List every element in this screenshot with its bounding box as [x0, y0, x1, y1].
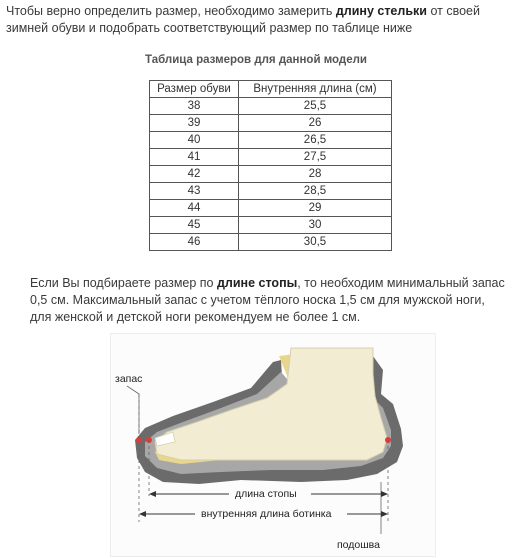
shoe-size-cell: 41: [150, 149, 239, 166]
boot-diagram-svg: [111, 334, 435, 556]
table-row: [150, 234, 392, 251]
shoe-size-cell: 46: [150, 234, 239, 251]
header-shoe-size: Размер обуви: [150, 81, 239, 98]
shoe-size-cell: 40: [150, 132, 239, 149]
table-row: [150, 115, 392, 132]
margin-pointer: [127, 386, 139, 434]
foot-length-label: длина стопы: [235, 488, 297, 500]
inner-length-cell: 28: [239, 166, 392, 183]
margin-label: запас: [115, 373, 143, 385]
advice-text-end: , то необходим минимальный запас 0,5 см. Максимальный запас с учетом тёплого носка 1,5 см для мужской ноги, для женской и детской ноги рекомендуем не более 1 см.: [30, 276, 505, 324]
size-table: [149, 80, 392, 251]
intro-text-end: от своей зимней обуви и подобрать соответствующий размер по таблице ниже: [6, 4, 480, 35]
table-row: [150, 98, 392, 115]
foot-length-arrowhead-left: [149, 491, 156, 497]
advice-text-bold: длине стопы: [216, 276, 298, 290]
table-row: [150, 217, 392, 234]
inner-length-cell: 26: [239, 115, 392, 132]
table-row: [150, 132, 392, 149]
header-inner-length: Внутренняя длина (см): [239, 81, 392, 98]
shoe-size-cell: 39: [150, 115, 239, 132]
shoe-size-cell: 44: [150, 200, 239, 217]
shoe-size-cell: 45: [150, 217, 239, 234]
table-row: [150, 183, 392, 200]
inner-length-arrowhead-right: [381, 511, 388, 517]
shoe-size-cell: 42: [150, 166, 239, 183]
table-row: [150, 166, 392, 183]
inner-length-arrowhead-left: [139, 511, 146, 517]
intro-text-start: Чтобы верно определить размер, необходимо замерить: [6, 4, 336, 18]
intro-text-bold: длину стельки: [335, 4, 427, 18]
foot-length-arrowhead-right: [381, 491, 388, 497]
inner-length-cell: 26,5: [239, 132, 392, 149]
inner-length-cell: 30: [239, 217, 392, 234]
inner-length-label: внутренняя длина ботинка: [201, 508, 332, 520]
advice-paragraph: [30, 275, 508, 326]
table-row: [150, 149, 392, 166]
table-title: Таблица размеров для данной модели: [144, 54, 368, 66]
intro-paragraph: [6, 3, 506, 37]
inner-length-cell: 25,5: [239, 98, 392, 115]
inner-length-cell: 28,5: [239, 183, 392, 200]
table-row: [150, 200, 392, 217]
shoe-size-cell: 43: [150, 183, 239, 200]
inner-length-cell: 30,5: [239, 234, 392, 251]
size-table-header-row: [150, 81, 392, 98]
advice-text-start: Если Вы подбираете размер по: [30, 276, 217, 290]
inner-length-cell: 29: [239, 200, 392, 217]
inner-length-cell: 27,5: [239, 149, 392, 166]
shoe-size-cell: 38: [150, 98, 239, 115]
boot-measurement-diagram: [110, 333, 436, 557]
sole-label: подошва: [337, 539, 380, 551]
